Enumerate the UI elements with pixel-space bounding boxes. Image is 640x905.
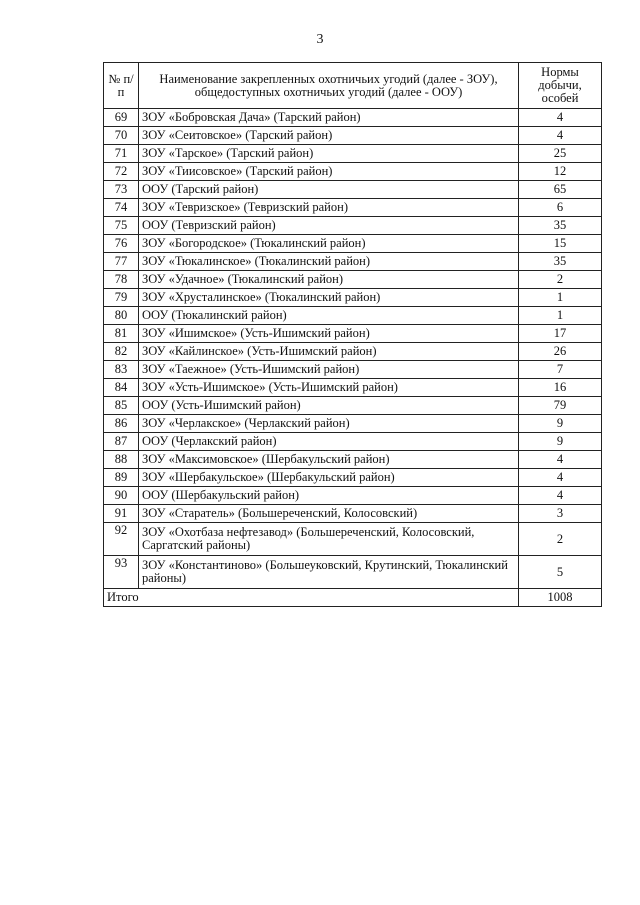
row-norm: 3: [519, 505, 602, 523]
row-name: ЗОУ «Тиисовское» (Тарский район): [139, 163, 519, 181]
row-name: ЗОУ «Черлакское» (Черлакский район): [139, 415, 519, 433]
header-name: Наименование закрепленных охотничьих угодий (далее - ЗОУ), общедоступных охотничьих угодий (далее - ООУ): [139, 63, 519, 109]
row-number: 83: [104, 361, 139, 379]
row-number: 74: [104, 199, 139, 217]
row-norm: 4: [519, 469, 602, 487]
row-norm: 2: [519, 523, 602, 556]
row-name: ЗОУ «Старатель» (Большереченский, Колосовский): [139, 505, 519, 523]
table-row: [104, 397, 602, 415]
row-norm: 2: [519, 271, 602, 289]
row-number: 69: [104, 109, 139, 127]
row-name: ЗОУ «Сеитовское» (Тарский район): [139, 127, 519, 145]
row-number: 75: [104, 217, 139, 235]
row-norm: 26: [519, 343, 602, 361]
total-label: Итого: [104, 589, 519, 607]
row-norm: 4: [519, 487, 602, 505]
row-number: 93: [104, 556, 139, 589]
row-name: ЗОУ «Тюкалинское» (Тюкалинский район): [139, 253, 519, 271]
row-name: ЗОУ «Удачное» (Тюкалинский район): [139, 271, 519, 289]
header-norm: Нормы добычи, особей: [519, 63, 602, 109]
row-norm: 79: [519, 397, 602, 415]
row-number: 79: [104, 289, 139, 307]
table-row: [104, 163, 602, 181]
row-name: ЗОУ «Бобровская Дача» (Тарский район): [139, 109, 519, 127]
row-number: 87: [104, 433, 139, 451]
row-name: ООУ (Тюкалинский район): [139, 307, 519, 325]
row-norm: 4: [519, 127, 602, 145]
row-number: 77: [104, 253, 139, 271]
table-row: [104, 145, 602, 163]
table-row: [104, 127, 602, 145]
row-number: 92: [104, 523, 139, 556]
table-row: [104, 289, 602, 307]
hunting-norms-table: [103, 62, 602, 607]
table-row: [104, 361, 602, 379]
row-number: 86: [104, 415, 139, 433]
table-row: [104, 199, 602, 217]
row-name: ЗОУ «Усть-Ишимское» (Усть-Ишимский район): [139, 379, 519, 397]
row-name: ЗОУ «Ишимское» (Усть-Ишимский район): [139, 325, 519, 343]
row-number: 70: [104, 127, 139, 145]
row-name: ЗОУ «Охотбаза нефтезавод» (Большереченский, Колосовский, Саргатский районы): [139, 523, 519, 556]
row-norm: 12: [519, 163, 602, 181]
table-row: [104, 523, 602, 556]
row-number: 72: [104, 163, 139, 181]
row-norm: 15: [519, 235, 602, 253]
row-norm: 9: [519, 433, 602, 451]
row-norm: 4: [519, 451, 602, 469]
row-number: 76: [104, 235, 139, 253]
table-row: [104, 487, 602, 505]
row-name: ЗОУ «Хрусталинское» (Тюкалинский район): [139, 289, 519, 307]
row-norm: 1: [519, 289, 602, 307]
row-name: ЗОУ «Кайлинское» (Усть-Ишимский район): [139, 343, 519, 361]
row-name: ЗОУ «Таежное» (Усть-Ишимский район): [139, 361, 519, 379]
row-norm: 5: [519, 556, 602, 589]
table-row: [104, 181, 602, 199]
row-number: 80: [104, 307, 139, 325]
row-name: ЗОУ «Тевризское» (Тевризский район): [139, 199, 519, 217]
row-number: 73: [104, 181, 139, 199]
table-row: [104, 556, 602, 589]
row-norm: 35: [519, 253, 602, 271]
table-row: [104, 325, 602, 343]
row-name: ООУ (Тарский район): [139, 181, 519, 199]
row-norm: 35: [519, 217, 602, 235]
table-row: [104, 469, 602, 487]
table-row: [104, 271, 602, 289]
row-name: ЗОУ «Тарское» (Тарский район): [139, 145, 519, 163]
row-norm: 65: [519, 181, 602, 199]
row-name: ЗОУ «Шербакульское» (Шербакульский район): [139, 469, 519, 487]
row-norm: 1: [519, 307, 602, 325]
row-number: 78: [104, 271, 139, 289]
row-name: ООУ (Черлакский район): [139, 433, 519, 451]
row-name: ООУ (Шербакульский район): [139, 487, 519, 505]
table-row: [104, 415, 602, 433]
table-row: [104, 109, 602, 127]
row-number: 91: [104, 505, 139, 523]
row-norm: 25: [519, 145, 602, 163]
row-norm: 7: [519, 361, 602, 379]
row-number: 84: [104, 379, 139, 397]
row-norm: 17: [519, 325, 602, 343]
table-row: [104, 433, 602, 451]
table-header-row: [104, 63, 602, 109]
row-norm: 16: [519, 379, 602, 397]
table-row: [104, 343, 602, 361]
row-number: 89: [104, 469, 139, 487]
table-row: [104, 253, 602, 271]
total-value: 1008: [519, 589, 602, 607]
row-number: 85: [104, 397, 139, 415]
header-number: № п/п: [104, 63, 139, 109]
row-name: ЗОУ «Богородское» (Тюкалинский район): [139, 235, 519, 253]
row-name: ООУ (Тевризский район): [139, 217, 519, 235]
table-row: [104, 235, 602, 253]
row-norm: 4: [519, 109, 602, 127]
table-row: [104, 505, 602, 523]
row-number: 88: [104, 451, 139, 469]
row-number: 90: [104, 487, 139, 505]
row-norm: 9: [519, 415, 602, 433]
row-name: ЗОУ «Константиново» (Большеуковский, Крутинский, Тюкалинский районы): [139, 556, 519, 589]
page-number: 3: [316, 32, 324, 47]
table-row: [104, 307, 602, 325]
row-number: 82: [104, 343, 139, 361]
row-name: ЗОУ «Максимовское» (Шербакульский район): [139, 451, 519, 469]
table-row: [104, 217, 602, 235]
total-row: [104, 589, 602, 607]
row-norm: 6: [519, 199, 602, 217]
table-row: [104, 379, 602, 397]
row-number: 71: [104, 145, 139, 163]
table-row: [104, 451, 602, 469]
row-number: 81: [104, 325, 139, 343]
row-name: ООУ (Усть-Ишимский район): [139, 397, 519, 415]
